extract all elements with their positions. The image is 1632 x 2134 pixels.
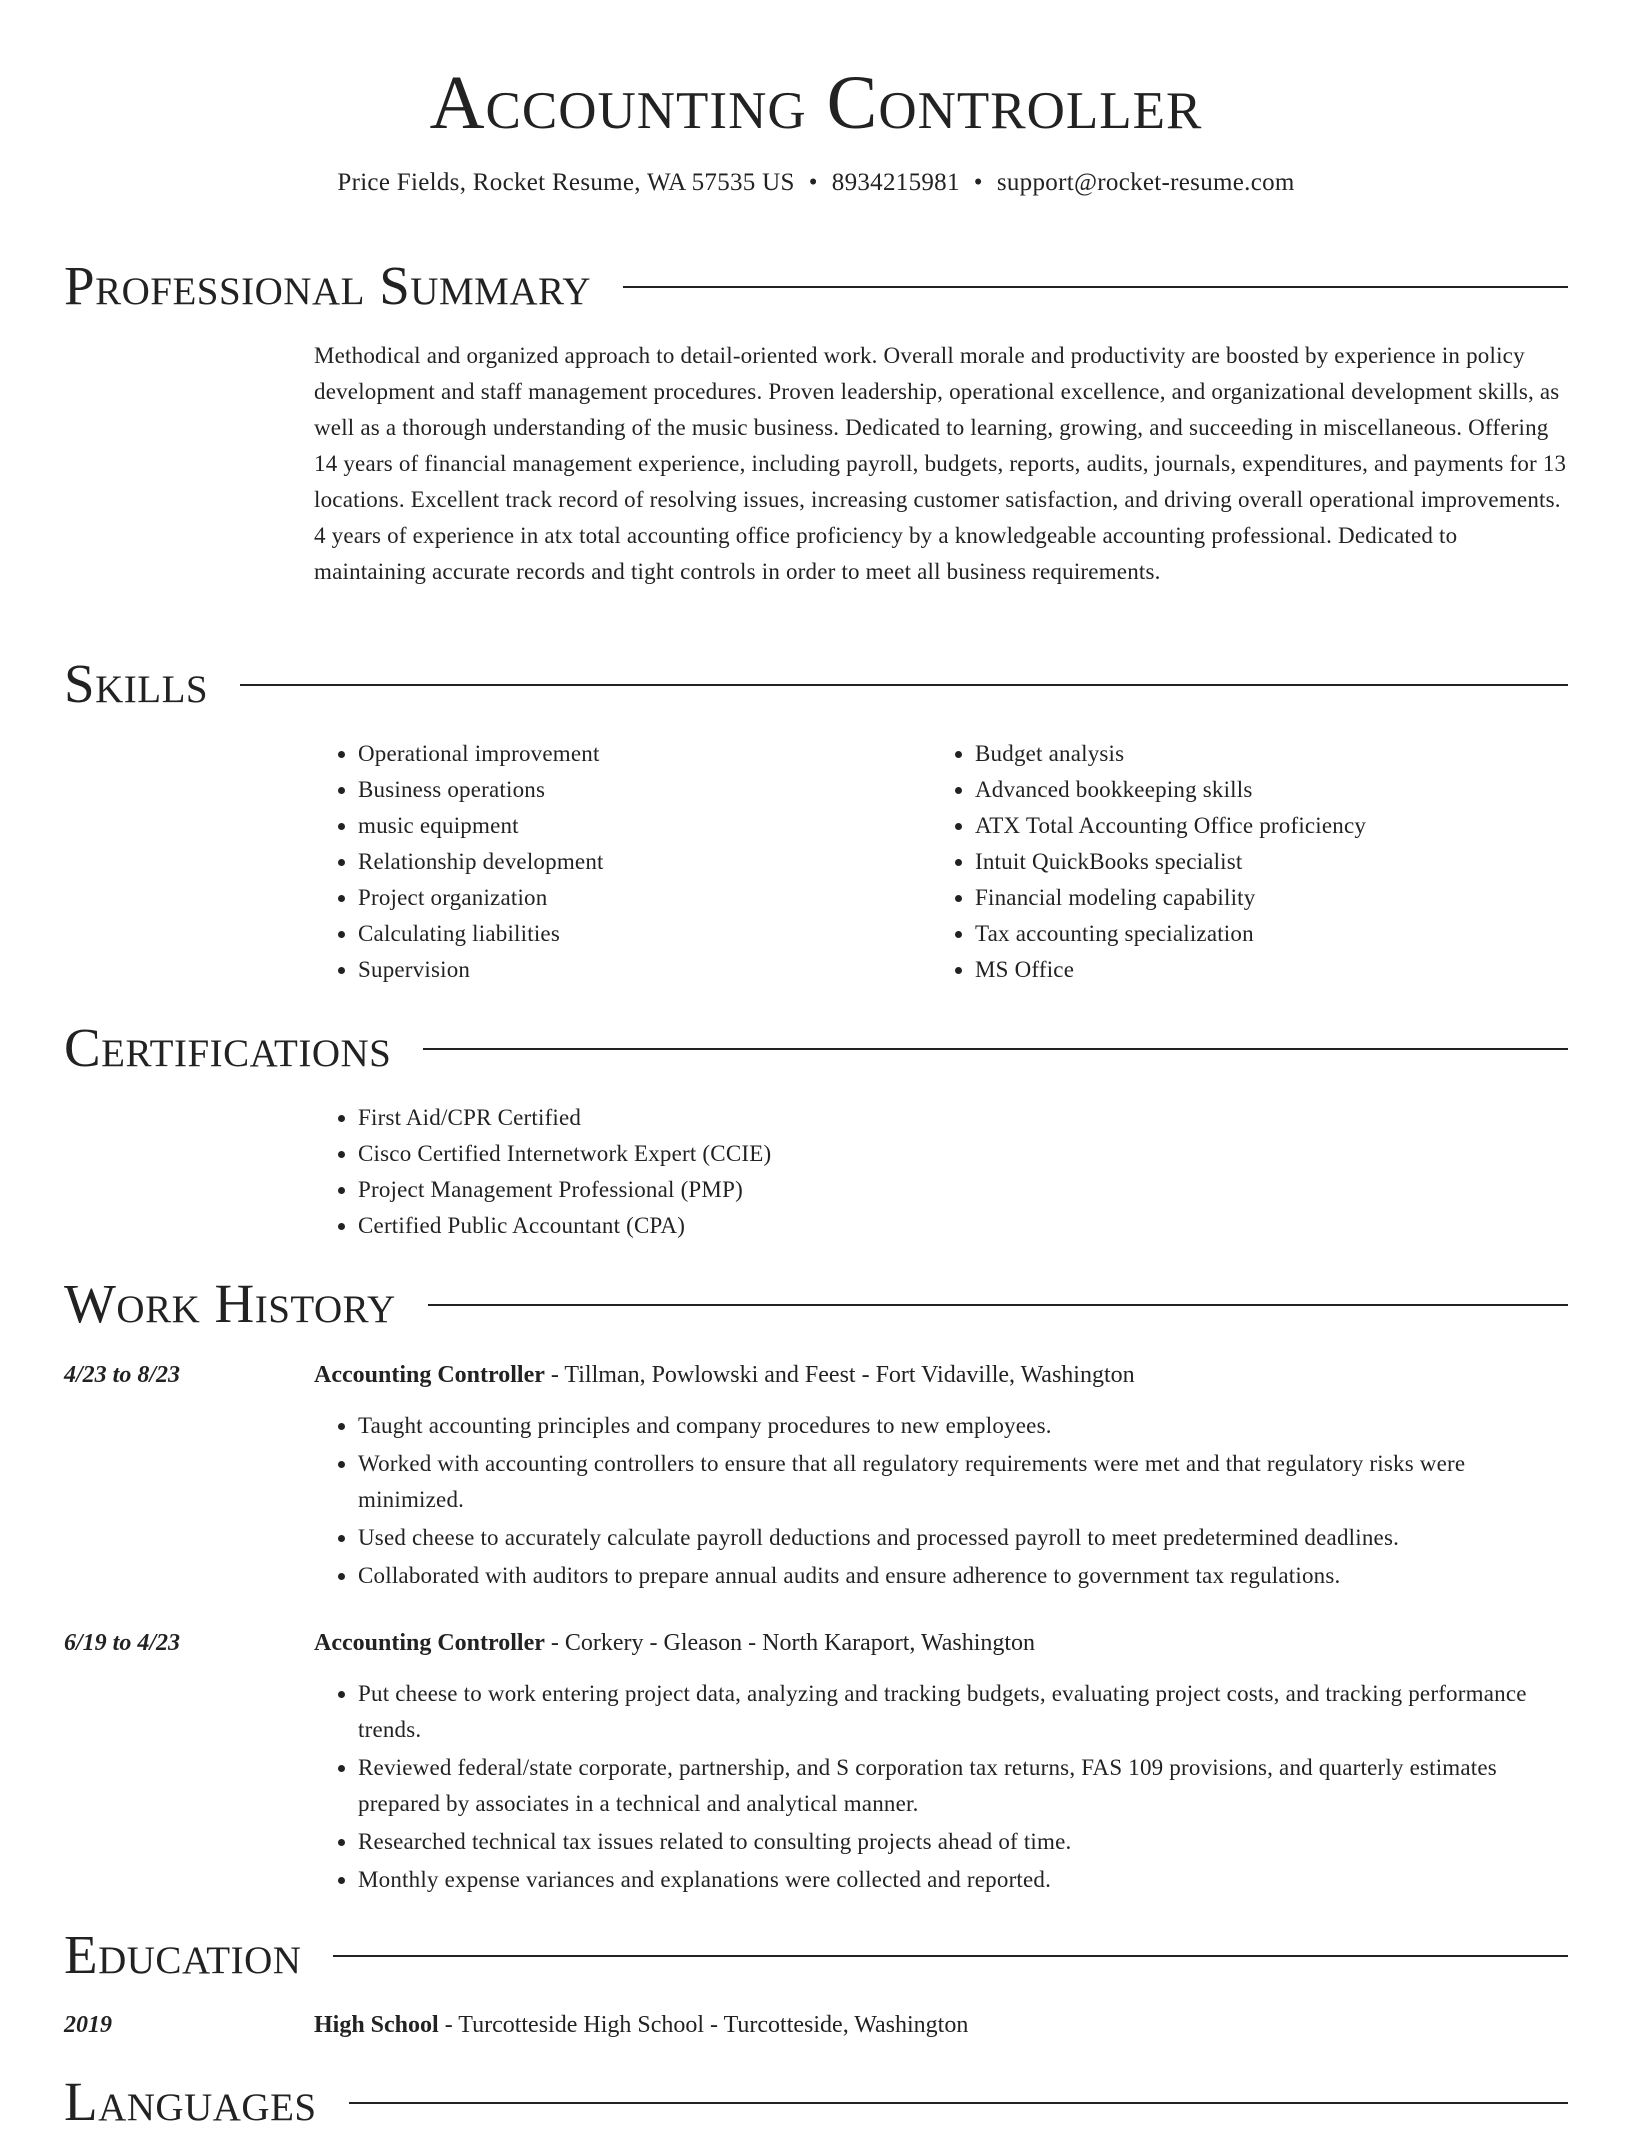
job-bullets	[314, 1408, 1568, 1594]
summary-section-header	[64, 254, 1568, 318]
job-bullet: • Researched technical tax issues related to consulting projects ahead of time.	[358, 1824, 1568, 1860]
contact-separator: •	[808, 169, 818, 196]
skills-block	[314, 736, 1568, 988]
skills-section-header	[64, 652, 1568, 716]
job-title: Accounting Controller	[314, 1362, 545, 1388]
job-bullets	[314, 1676, 1568, 1898]
job-bullet: • Worked with accounting controllers to ensure that all regulatory requirements were met and that regulatory risks were minimized.	[358, 1446, 1568, 1518]
job-title-line	[314, 1625, 1035, 1661]
education-section-header	[64, 1923, 1568, 1987]
certifications-block	[314, 1100, 1568, 1244]
job-bullet: • Put cheese to work entering project data, analyzing and tracking budgets, evaluating project costs, and tracking performance trends.	[358, 1676, 1568, 1748]
skills-list-left	[314, 736, 931, 988]
section-divider	[240, 684, 1568, 686]
job-dates: 6/19 to 4/23	[64, 1630, 181, 1656]
education-line	[314, 2007, 968, 2043]
job-employer: - Tillman, Powlowski and Feest - Fort Vidaville, Washington	[544, 1362, 1135, 1388]
section-divider	[428, 1304, 1568, 1306]
resume-page	[64, 0, 1568, 2132]
work-heading: Work History	[64, 1273, 396, 1334]
job-employer: - Corkery - Gleason - North Karaport, Washington	[544, 1630, 1036, 1656]
job-dates: 4/23 to 8/23	[64, 1362, 181, 1388]
education-degree: High School	[314, 2012, 439, 2038]
contact-phone: 8934215981	[831, 169, 960, 196]
certifications-heading: Certifications	[64, 1017, 392, 1078]
education-heading: Education	[64, 1924, 302, 1985]
skill-item: • Business operations	[358, 772, 931, 808]
job-bullet: • Monthly expense variances and explanations were collected and reported.	[358, 1862, 1568, 1898]
job-title: Accounting Controller	[314, 1630, 545, 1656]
skill-item: • MS Office	[975, 952, 1548, 988]
skill-item: • Project organization	[358, 880, 931, 916]
skill-item: • Tax accounting specialization	[975, 916, 1548, 952]
job-title-line	[314, 1357, 1135, 1393]
section-divider	[423, 1048, 1568, 1050]
skill-item: • music equipment	[358, 808, 931, 844]
section-divider	[349, 2102, 1568, 2104]
job-bullet: • Used cheese to accurately calculate payroll deductions and processed payroll to meet predetermined deadlines.	[358, 1520, 1568, 1556]
education-year: 2019	[64, 2012, 112, 2038]
certification-item: • Certified Public Accountant (CPA)	[358, 1208, 1568, 1244]
contact-address: Price Fields, Rocket Resume, WA 57535 US	[337, 169, 795, 196]
skill-item: • Financial modeling capability	[975, 880, 1548, 916]
education-school: - Turcotteside High School - Turcotteside, Washington	[438, 2012, 969, 2038]
resume-name: Accounting Controller	[429, 61, 1203, 145]
job-bullet: • Taught accounting principles and company procedures to new employees.	[358, 1408, 1568, 1444]
contact-email: support@rocket-resume.com	[996, 169, 1295, 196]
section-divider	[623, 286, 1568, 288]
job-entry-header	[64, 1357, 1568, 1393]
work-section-header	[64, 1272, 1568, 1336]
skill-item: • Intuit QuickBooks specialist	[975, 844, 1548, 880]
certifications-list	[314, 1100, 1568, 1244]
job-bullet: • Collaborated with auditors to prepare annual audits and ensure adherence to government tax regulations.	[358, 1558, 1568, 1594]
job-bullets-block	[314, 1676, 1568, 1900]
summary-block	[314, 338, 1568, 590]
skill-item: • Relationship development	[358, 844, 931, 880]
certifications-section-header	[64, 1016, 1568, 1080]
skill-item: • Budget analysis	[975, 736, 1548, 772]
skill-item: • Operational improvement	[358, 736, 931, 772]
contact-line	[64, 168, 1568, 198]
job-entry-header	[64, 1625, 1568, 1661]
skills-list-right	[931, 736, 1548, 988]
summary-heading: Professional Summary	[64, 255, 592, 316]
languages-heading: Languages	[64, 2071, 317, 2132]
contact-separator: •	[973, 169, 983, 196]
job-bullet: • Reviewed federal/state corporate, partnership, and S corporation tax returns, FAS 109 provisions, and quarterly estimates prepared by associates in a technical and analytical manner.	[358, 1750, 1568, 1822]
section-divider	[333, 1955, 1568, 1957]
languages-section-header	[64, 2070, 1568, 2134]
education-entry	[64, 2007, 1568, 2043]
skills-heading: Skills	[64, 653, 209, 714]
job-bullets-block	[314, 1408, 1568, 1596]
certification-item: • Cisco Certified Internetwork Expert (CCIE)	[358, 1136, 1568, 1172]
skill-item: • ATX Total Accounting Office proficiency	[975, 808, 1548, 844]
skill-item: • Advanced bookkeeping skills	[975, 772, 1548, 808]
skill-item: • Calculating liabilities	[358, 916, 931, 952]
skill-item: • Supervision	[358, 952, 931, 988]
certification-item: • Project Management Professional (PMP)	[358, 1172, 1568, 1208]
certification-item: • First Aid/CPR Certified	[358, 1100, 1568, 1136]
summary-text: Methodical and organized approach to detail-oriented work. Overall morale and productivity are boosted by experience in policy development and staff management procedures. Proven leadership, operational excellence, and organizational development skills, as well as a thorough understanding of the music business. Dedicated to learning, growing, and succeeding in miscellaneous. Offering 14 years of financial management experience, including payroll, budgets, reports, audits, journals, expenditures, and payments for 13 locations. Excellent track record of resolving issues, increasing customer satisfaction, and driving overall operational improvements. 4 years of experience in atx total accounting office proficiency by a knowledgeable accounting professional. Dedicated to maintaining accurate records and tight controls in order to meet all business requirements.	[314, 343, 1567, 584]
